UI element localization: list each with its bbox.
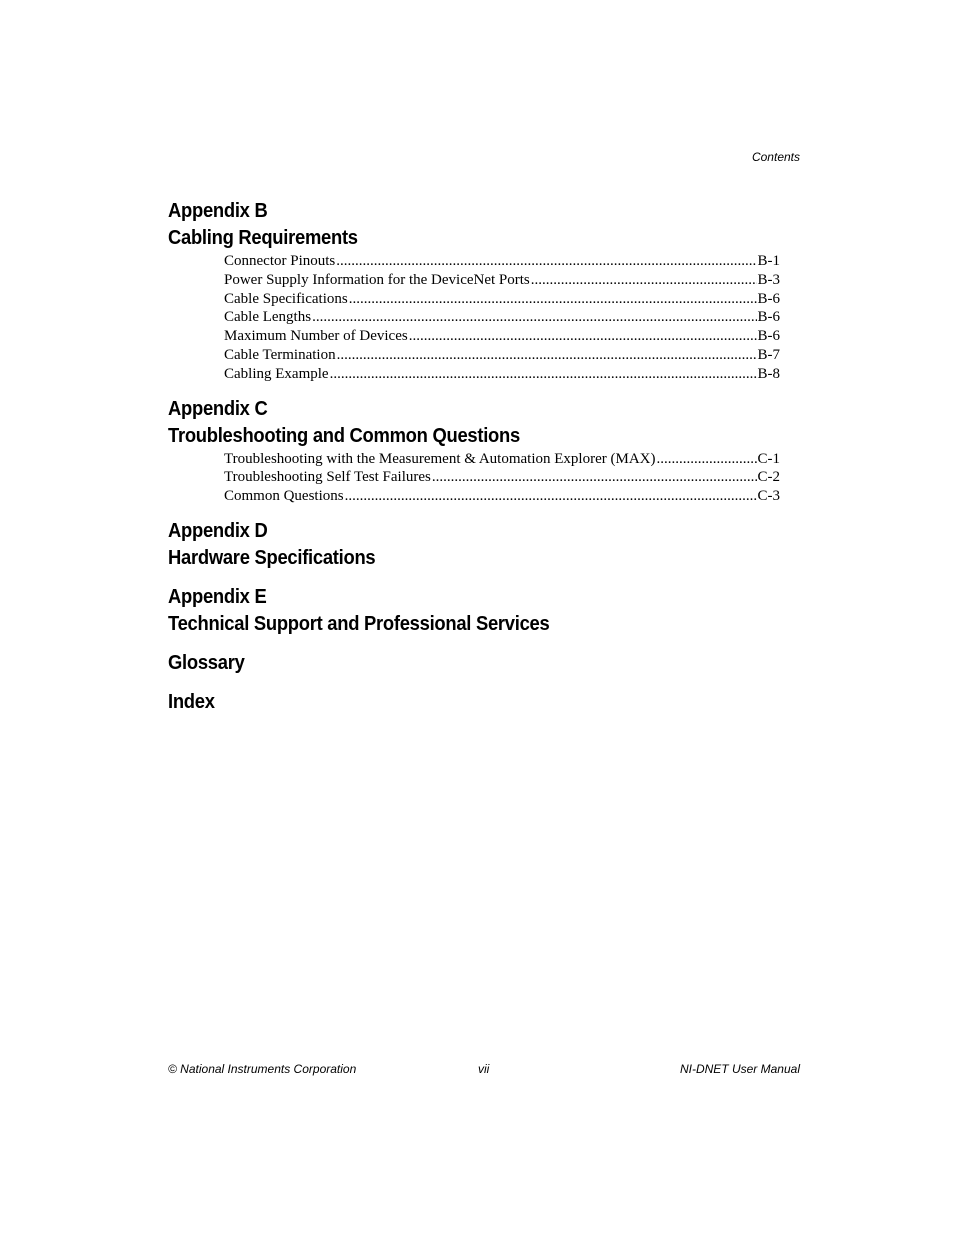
toc-entry-list [168, 450, 780, 506]
appendix-title[interactable]: Hardware Specifications [168, 546, 376, 569]
appendix-label[interactable]: Appendix D [168, 519, 268, 542]
page-footer [168, 1062, 800, 1078]
toc-entry-title: Troubleshooting with the Measurement & Automation Explorer (MAX) [224, 450, 656, 467]
dot-leader [349, 290, 757, 309]
appendix-title[interactable]: Troubleshooting and Common Questions [168, 424, 520, 447]
toc-entry-page: B-6 [757, 328, 780, 345]
toc-entry-title: Cable Termination [224, 346, 336, 363]
toc-entry-title: Cabling Example [224, 365, 329, 382]
appendix-label[interactable]: Appendix C [168, 397, 268, 420]
dot-leader [312, 308, 756, 327]
running-head: Contents [751, 150, 800, 164]
toc-entry[interactable] [224, 252, 780, 271]
toc-entry-list [168, 252, 780, 384]
toc-entry[interactable] [224, 308, 780, 327]
dot-leader [337, 346, 757, 365]
footer-manual-title: NI-DNET User Manual [679, 1062, 800, 1076]
dot-leader [531, 271, 757, 290]
toc-entry-title: Troubleshooting Self Test Failures [224, 469, 431, 486]
toc-entry-title: Common Questions [224, 488, 344, 505]
dot-leader [409, 327, 757, 346]
toc-entry[interactable] [224, 271, 780, 290]
dot-leader [432, 468, 757, 487]
toc-entry-title: Power Supply Information for the DeviceNet Ports [224, 271, 530, 288]
toc-entry-page: B-6 [757, 290, 780, 307]
toc-entry-page: B-3 [757, 271, 780, 288]
toc-entry-title: Cable Specifications [224, 290, 348, 307]
dot-leader [345, 487, 757, 506]
dot-leader [330, 365, 757, 384]
dot-leader [336, 252, 756, 271]
toc-entry-page: B-6 [757, 309, 780, 326]
toc-entry[interactable] [224, 290, 780, 309]
dot-leader [656, 450, 756, 469]
toc-section-appendix-b [168, 198, 780, 384]
footer-copyright: © National Instruments Corporation [168, 1062, 357, 1076]
appendix-title[interactable]: Cabling Requirements [168, 227, 358, 249]
toc-entry[interactable] [224, 327, 780, 346]
toc-section-appendix-e [168, 584, 780, 638]
toc-entry-title: Maximum Number of Devices [224, 328, 408, 345]
toc-entry-title: Cable Lengths [224, 309, 312, 326]
toc-entry-page: B-7 [757, 346, 780, 363]
appendix-label[interactable]: Appendix B [168, 200, 268, 222]
toc-section-appendix-d [168, 518, 780, 572]
toc-entry[interactable] [224, 365, 780, 384]
toc-entry[interactable] [224, 346, 780, 365]
toc-entry-page: C-2 [757, 469, 780, 486]
glossary-heading[interactable]: Glossary [168, 651, 245, 674]
toc-entry-page: C-1 [757, 450, 780, 467]
toc-entry[interactable] [224, 450, 780, 469]
table-of-contents [168, 198, 780, 728]
toc-entry-title: Connector Pinouts [224, 253, 336, 269]
toc-entry-page: B-1 [757, 253, 780, 269]
toc-section-appendix-c [168, 396, 780, 506]
appendix-title[interactable]: Technical Support and Professional Services [168, 612, 550, 635]
toc-section-index [168, 689, 780, 716]
toc-entry[interactable] [224, 468, 780, 487]
toc-entry[interactable] [224, 487, 780, 506]
toc-entry-page: C-3 [757, 488, 780, 505]
toc-section-glossary [168, 650, 780, 677]
footer-page-number: vii [478, 1062, 490, 1076]
appendix-label[interactable]: Appendix E [168, 585, 267, 608]
toc-entry-page: B-8 [757, 365, 780, 382]
index-heading[interactable]: Index [168, 690, 215, 713]
